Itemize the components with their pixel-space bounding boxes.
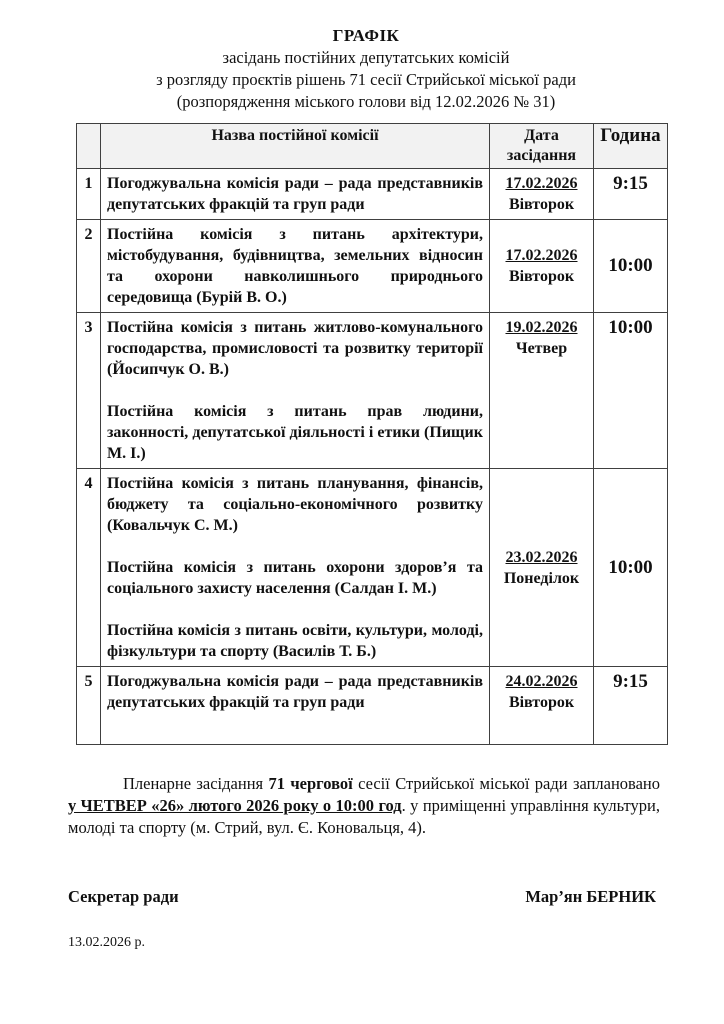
- row-number: 5: [77, 667, 101, 745]
- document-subtitle-2: з розгляду проєктів рішень 71 сесії Стрийської міської ради: [156, 70, 576, 89]
- commission-name-cell: [101, 313, 490, 469]
- meeting-date-cell: [490, 169, 594, 220]
- commission-name: Постійна комісія з питань житлово-комунального господарства, промисловості та розвитку території (Йосипчук О. В.): [107, 319, 483, 378]
- commission-name-cell: [101, 169, 490, 220]
- plenary-datetime: у ЧЕТВЕР «26» лютого 2026 року о 10:00 год: [68, 796, 402, 815]
- column-header-time: Година: [594, 124, 668, 169]
- meeting-date-cell: [490, 313, 594, 469]
- meeting-time: 10:00: [594, 220, 668, 313]
- signature-name: Мар’ян БЕРНИК: [525, 887, 656, 906]
- commission-name: Постійна комісія з питань архітектури, містобудування, будівництва, земельних відносин та охорони навколишнього природнього середовища (Бурій В. О.): [107, 226, 483, 306]
- commission-schedule-table: [76, 123, 668, 745]
- commission-name-cell: [101, 667, 490, 745]
- commission-name: Постійна комісія з питань охорони здоров’я та соціального захисту населення (Салдан І. М.): [107, 559, 483, 597]
- meeting-date: 17.02.2026: [505, 247, 578, 264]
- commission-name: Постійна комісія з питань планування, фінансів, бюджету та соціально-економічного розвитку (Ковальчук С. М.): [107, 475, 483, 534]
- commission-name-cell: [101, 220, 490, 313]
- meeting-day: Вівторок: [508, 268, 575, 285]
- document-subtitle-3: (розпорядження міського голови від 12.02.2026 № 31): [176, 92, 556, 111]
- row-number: 3: [77, 313, 101, 469]
- commission-name: Постійна комісія з питань освіти, культури, молоді, фізкультури та спорту (Василів Т. Б.): [107, 622, 483, 660]
- meeting-time: 9:15: [594, 667, 668, 745]
- meeting-time: 9:15: [594, 169, 668, 220]
- document-title: ГРАФІК: [332, 26, 400, 45]
- document-date: 13.02.2026 р.: [68, 935, 145, 950]
- row-number: 1: [77, 169, 101, 220]
- meeting-time: 10:00: [594, 313, 668, 469]
- commission-name: Постійна комісія з питань прав людини, законності, депутатської діяльності і етики (Пищик М. І.): [107, 403, 483, 462]
- row-number: 4: [77, 469, 101, 667]
- meeting-date: 23.02.2026: [505, 548, 578, 566]
- column-header-number: [77, 124, 101, 169]
- table-row: [77, 169, 668, 220]
- column-header-date: Дата засідання: [490, 124, 594, 169]
- signature-role: Секретар ради: [68, 887, 179, 906]
- plenary-text-prefix: Пленарне засідання: [123, 774, 269, 793]
- meeting-date-cell: [490, 220, 594, 313]
- signature-row: [68, 887, 656, 907]
- meeting-date: 17.02.2026: [505, 175, 578, 192]
- commission-name-cell: [101, 469, 490, 667]
- row-number: 2: [77, 220, 101, 313]
- meeting-date: 19.02.2026: [505, 319, 578, 336]
- meeting-day: Четвер: [515, 340, 568, 357]
- meeting-day: Вівторок: [508, 694, 575, 711]
- document-header: [68, 24, 664, 113]
- plenary-text-middle: сесії Стрийської міської ради заплановано: [352, 774, 661, 793]
- meeting-time: 10:00: [594, 469, 668, 667]
- meeting-date-cell: [490, 667, 594, 745]
- meeting-day: Вівторок: [508, 196, 575, 213]
- column-header-name: Назва постійної комісії: [101, 124, 490, 169]
- commission-name: Погоджувальна комісія ради – рада представників депутатських фракцій та груп ради: [107, 175, 483, 213]
- plenary-session-number: 71 чергової: [268, 774, 353, 793]
- meeting-day: Понеділок: [503, 569, 580, 587]
- commission-name: Погоджувальна комісія ради – рада представників депутатських фракцій та груп ради: [107, 673, 483, 711]
- table-row: [77, 220, 668, 313]
- meeting-date: 24.02.2026: [505, 673, 578, 690]
- document-subtitle-1: засідань постійних депутатських комісій: [222, 48, 510, 67]
- meeting-date-cell: [490, 469, 594, 667]
- table-row: [77, 469, 668, 667]
- plenary-session-note: [68, 773, 660, 839]
- table-row: [77, 667, 668, 745]
- table-header-row: [77, 124, 668, 169]
- table-row: [77, 313, 668, 469]
- plenary-text-suffix: . у приміщенні управління культури, молоді та спорту (м. Стрий, вул. Є. Коновальця, 4).: [68, 796, 661, 837]
